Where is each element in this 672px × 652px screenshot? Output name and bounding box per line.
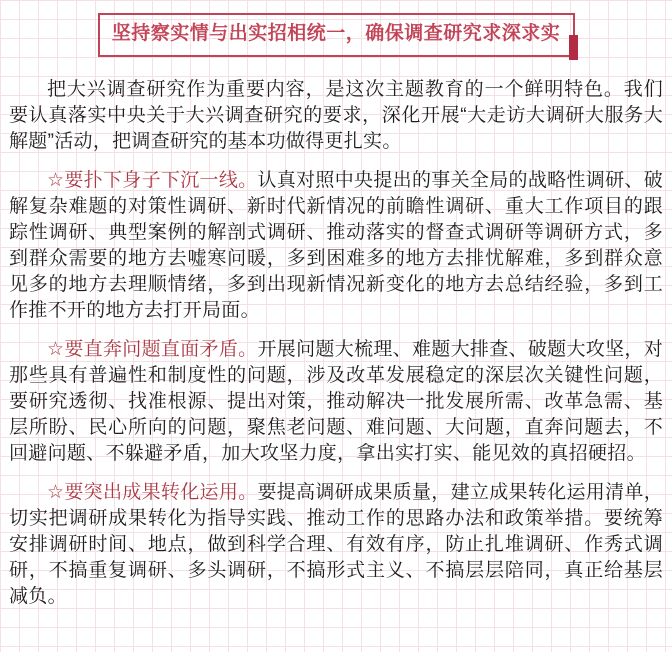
title-accent-tab xyxy=(569,35,578,60)
article-body xyxy=(0,57,672,610)
page-title: 坚持察实情与出实招相统一，确保调查研究求深求实 xyxy=(111,23,561,44)
paragraph-lead: ☆要直奔问题直面矛盾。 xyxy=(47,338,258,360)
paragraph-face-problems xyxy=(9,337,663,467)
paragraph-results-application xyxy=(9,480,663,610)
paragraph-text: 开展问题大梳理、难题大排查、破题大攻坚，对那些具有普遍性和制度性的问题，涉及改革发展稳定的深层次关键性问题，要研究透彻、找准根源、提出对策，推动解决一批发展所需、改革急需、基层所盼、民心所向的问题，聚焦老问题、难问题、大问题，直奔问题去，不回避问题、不躲避矛盾，加大攻坚力度，拿出实打实、能见效的真招硬招。 xyxy=(9,338,663,464)
paragraph-lead: ☆要突出成果转化运用。 xyxy=(47,481,258,503)
paragraph-sink-to-frontline xyxy=(9,168,663,324)
title-banner xyxy=(98,13,575,57)
paragraph-text: 要提高调研成果质量，建立成果转化运用清单，切实把调研成果转化为指导实践、推动工作的思路办法和政策举措。要统筹安排调研时间、地点，做到科学合理、有效有序，防止扎堆调研、作秀式调研，不搞重复调研、多头调研，不搞形式主义、不搞层层陪同，真正给基层减负。 xyxy=(9,481,663,607)
paragraph-intro xyxy=(9,77,663,155)
document-page xyxy=(0,13,672,652)
paragraph-lead: ☆要扑下身子下沉一线。 xyxy=(47,169,258,191)
paragraph-text: 认真对照中央提出的事关全局的战略性调研、破解复杂难题的对策性调研、新时代新情况的前瞻性调研、重大工作项目的跟踪性调研、典型案例的解剖式调研、推动落实的督查式调研等调研方式，多到群众需要的地方去嘘寒问暖，多到困难多的地方去排忧解难，多到群众意见多的地方去理顺情绪，多到出现新情况新变化的地方去总结经验，多到工作推不开的地方去打开局面。 xyxy=(9,169,663,321)
paragraph-text: 把大兴调查研究作为重要内容，是这次主题教育的一个鲜明特色。我们要认真落实中央关于大兴调查研究的要求，深化开展“大走访大调研大服务大解题”活动，把调查研究的基本功做得更扎实。 xyxy=(9,78,663,152)
